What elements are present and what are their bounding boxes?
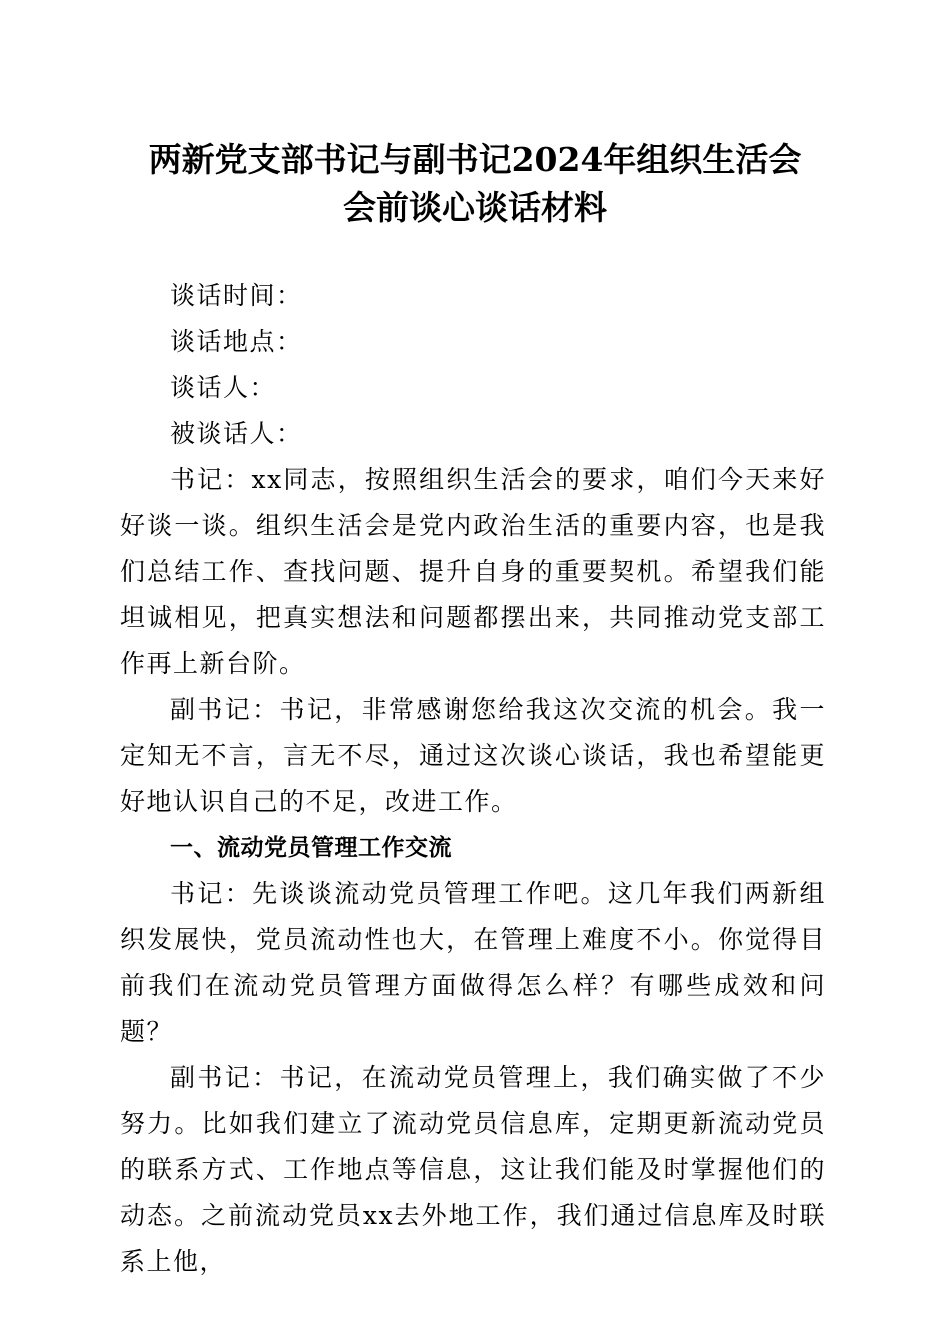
meta-speaker: 谈话人： [170, 373, 277, 402]
title-line-2: 会前谈心谈话材料 [343, 188, 607, 227]
paragraph: 书记：先谈谈流动党员管理工作吧。这几年我们两新组织发展快，党员流动性也大，在管理上难度不小。你觉得目前我们在流动党员管理方面做得怎么样？有哪些成效和问题？ [120, 879, 826, 1046]
paragraph: 副书记：书记，在流动党员管理上，我们确实做了不少努力。比如我们建立了流动党员信息库，定期更新流动党员的联系方式、工作地点等信息，这让我们能及时掌握他们的动态。之前流动党员xx去外地工作，我们通过信息库及时联系上他， [120, 1063, 826, 1276]
document-body [120, 273, 826, 1285]
paragraph: 副书记：书记，非常感谢您给我这次交流的机会。我一定知无不言，言无不尽，通过这次谈心谈话，我也希望能更好地认识自己的不足，改进工作。 [120, 695, 826, 816]
meta-time: 谈话时间： [170, 281, 303, 310]
meta-place: 谈话地点： [170, 327, 303, 356]
section-heading: 一、流动党员管理工作交流 [170, 835, 452, 861]
paragraph: 书记：xx同志，按照组织生活会的要求，咱们今天来好好谈一谈。组织生活会是党内政治生活的重要内容，也是我们总结工作、查找问题、提升自身的重要契机。希望我们能坦诚相见，把真实想法和问题都摆出来，共同推动党支部工作再上新台阶。 [120, 465, 826, 678]
document-title [120, 136, 830, 232]
meta-listener: 被谈话人： [170, 419, 303, 448]
title-line-1: 两新党支部书记与副书记2024年组织生活会 [148, 140, 802, 179]
